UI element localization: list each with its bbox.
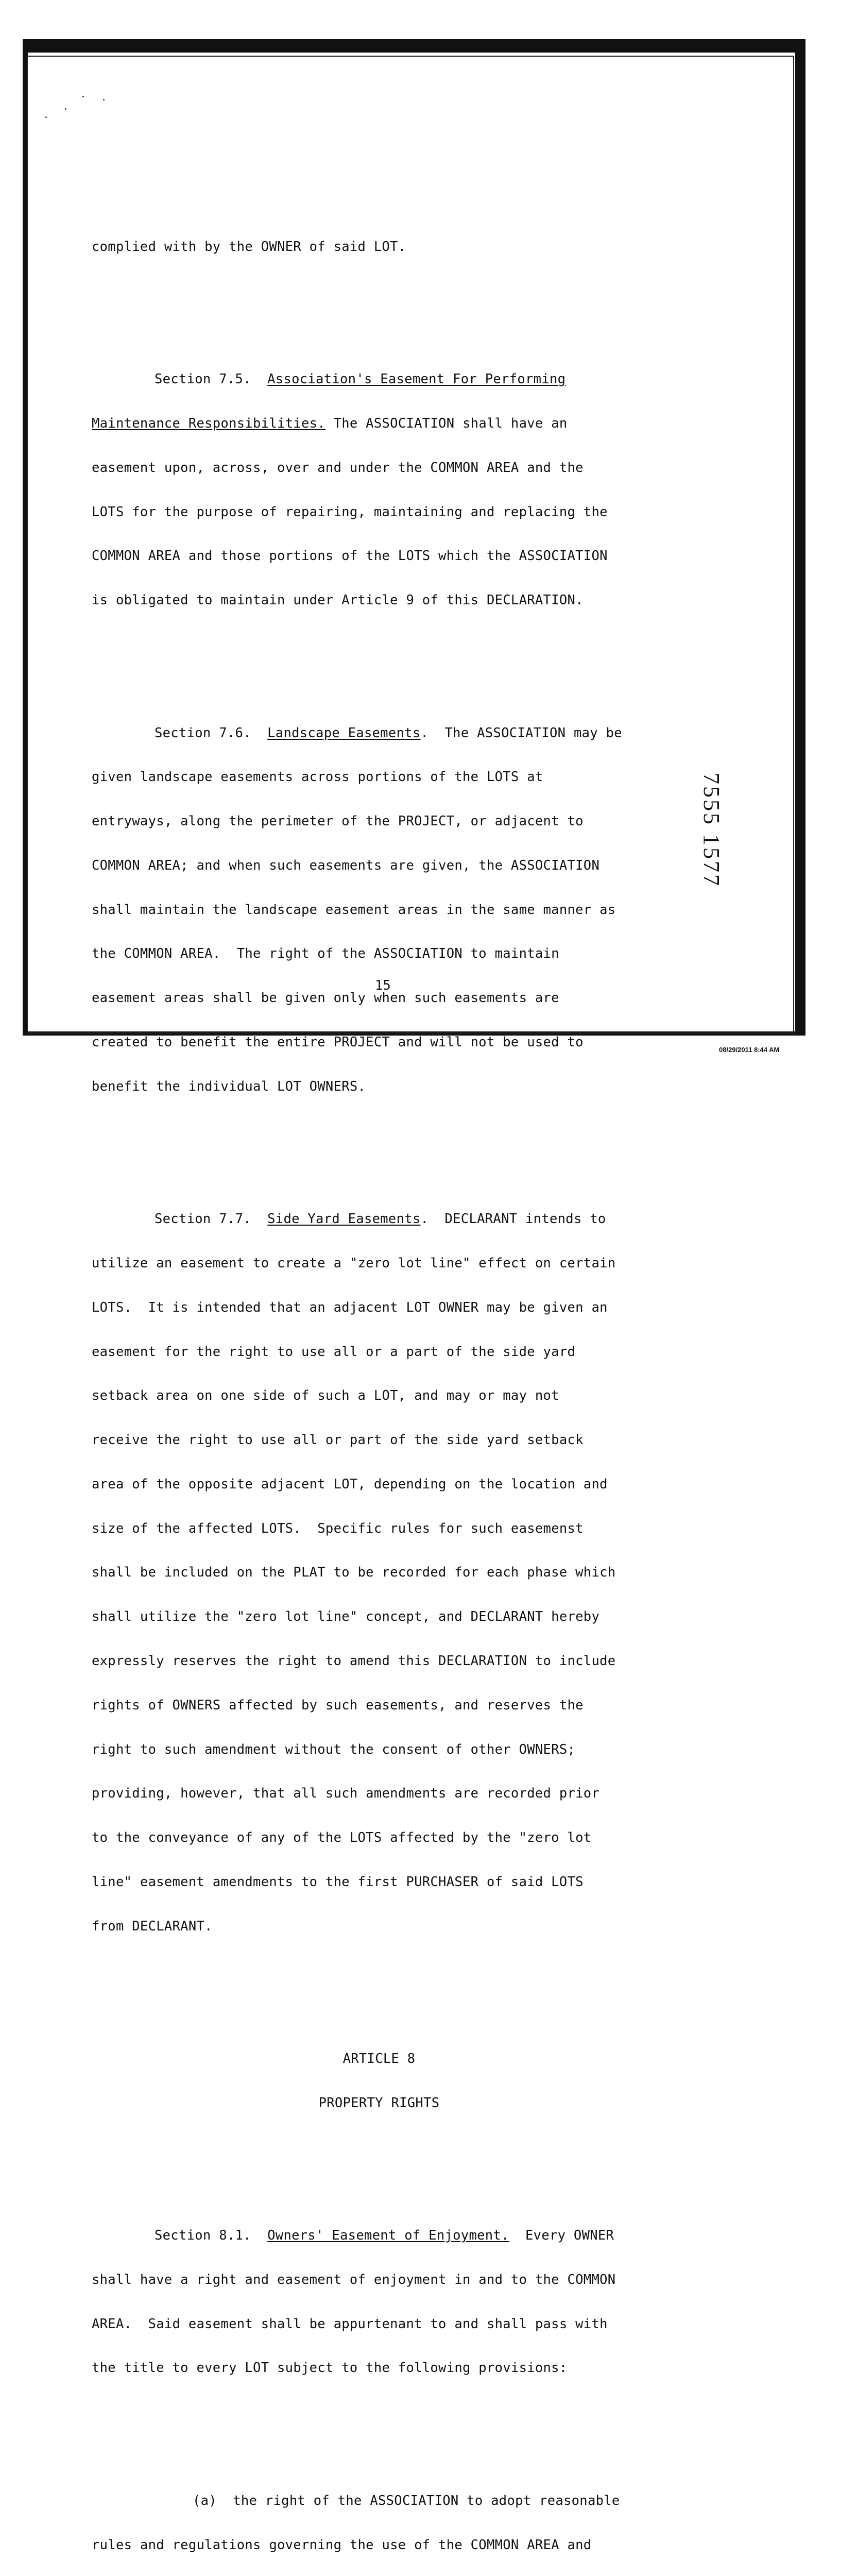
section-label: Section 8.1. bbox=[155, 2228, 251, 2244]
text-line: area of the opposite adjacent LOT, depending on the location and bbox=[92, 1476, 608, 1492]
paragraph-intro bbox=[92, 210, 679, 284]
scan-speck bbox=[103, 99, 105, 100]
section-heading-line bbox=[92, 372, 679, 387]
text-line: easement upon, across, over and under the COMMON AREA and the bbox=[92, 460, 584, 476]
text-line: rules and regulations governing the use of the COMMON AREA and bbox=[92, 2537, 592, 2553]
text-line: entryways, along the perimeter of the PROJECT, or adjacent to bbox=[92, 814, 584, 829]
section-label: Section 7.5. bbox=[155, 371, 251, 387]
text-line: line" easement amendments to the first PURCHASER of said LOTS bbox=[92, 1874, 584, 1890]
text-line: AREA. Said easement shall be appurtenant to and shall pass with bbox=[92, 2316, 608, 2332]
text-fragment: Every OWNER bbox=[509, 2228, 614, 2244]
text-line: right to such amendment without the consent of other OWNERS; bbox=[92, 1741, 576, 1757]
text-line: COMMON AREA; and when such easements are given, the ASSOCIATION bbox=[92, 857, 600, 873]
provision-a bbox=[92, 2464, 679, 2576]
text-line: size of the affected LOTS. Specific rules for such easemenst bbox=[92, 1520, 584, 1536]
section-heading-line bbox=[92, 2228, 679, 2243]
text-fragment: . DECLARANT intends to bbox=[420, 1211, 606, 1227]
text-fragment: The ASSOCIATION shall have an bbox=[325, 416, 568, 432]
text-line: shall maintain the landscape easement areas in the same manner as bbox=[92, 902, 616, 918]
text-line: providing, however, that all such amendments are recorded prior bbox=[92, 1786, 600, 1802]
text-line: to the conveyance of any of the LOTS affected by the "zero lot bbox=[92, 1830, 592, 1846]
section-label: Section 7.7. bbox=[155, 1211, 251, 1227]
text-line: easement areas shall be given only when such easements are bbox=[92, 990, 559, 1006]
scan-speck bbox=[45, 116, 47, 118]
text-line: (a) the right of the ASSOCIATION to adopt reasonable bbox=[193, 2493, 620, 2509]
section-heading-line bbox=[92, 416, 679, 431]
text-line: setback area on one side of such a LOT, and may or may not bbox=[92, 1388, 559, 1404]
text-line: from DECLARANT. bbox=[92, 1918, 213, 1934]
article-heading bbox=[92, 2022, 679, 2140]
recording-stamp: 7555 1577 bbox=[699, 773, 724, 888]
section-7-5 bbox=[92, 343, 679, 637]
scan-speck bbox=[82, 96, 84, 97]
text-line: expressly reserves the right to amend this DECLARATION to include bbox=[92, 1653, 616, 1669]
article-number: ARTICLE 8 bbox=[342, 2051, 416, 2066]
section-title: Association's Easement For Performing bbox=[267, 371, 566, 387]
text-line: rights of OWNERS affected by such easements, and reserves the bbox=[92, 1697, 584, 1713]
text-line: the COMMON AREA. The right of the ASSOCIATION to maintain bbox=[92, 946, 559, 962]
text-line: created to benefit the entire PROJECT and will not be used to bbox=[92, 1035, 584, 1050]
text-line: shall be included on the PLAT to be recorded for each phase which bbox=[92, 1565, 616, 1581]
text-line: utilize an easement to create a "zero lot line" effect on certain bbox=[92, 1255, 616, 1271]
document-page bbox=[92, 166, 679, 2576]
text-line: given landscape easements across portions of the LOTS at bbox=[92, 769, 543, 785]
text-line: complied with by the OWNER of said LOT. bbox=[92, 239, 406, 255]
text-line: benefit the individual LOT OWNERS. bbox=[92, 1078, 366, 1094]
text-line: LOTS for the purpose of repairing, maintaining and replacing the bbox=[92, 504, 608, 520]
text-fragment: . The ASSOCIATION may be bbox=[420, 725, 622, 741]
text-line: LOTS. It is intended that an adjacent LOT OWNER may be given an bbox=[92, 1299, 608, 1315]
text-line: shall have a right and easement of enjoyment in and to the COMMON bbox=[92, 2272, 616, 2287]
section-heading-line bbox=[92, 726, 679, 741]
text-line: COMMON AREA and those portions of the LOTS which the ASSOCIATION bbox=[92, 548, 608, 564]
scan-speck bbox=[65, 108, 66, 110]
section-title: Landscape Easements bbox=[267, 725, 421, 741]
section-title: Maintenance Responsibilities. bbox=[92, 416, 325, 432]
section-label: Section 7.6. bbox=[155, 725, 251, 741]
section-title: Side Yard Easements bbox=[267, 1211, 421, 1227]
article-title: PROPERTY RIGHTS bbox=[318, 2095, 440, 2111]
section-7-6 bbox=[92, 696, 679, 1123]
section-8-1 bbox=[92, 2199, 679, 2405]
text-line: shall utilize the "zero lot line" concept, and DECLARANT hereby bbox=[92, 1609, 600, 1625]
section-7-7 bbox=[92, 1182, 679, 1963]
text-line: the title to every LOT subject to the following provisions: bbox=[92, 2360, 568, 2376]
text-line: is obligated to maintain under Article 9 of this DECLARATION. bbox=[92, 592, 584, 608]
section-title: Owners' Easement of Enjoyment. bbox=[267, 2228, 509, 2244]
section-heading-line bbox=[92, 1212, 679, 1227]
text-line: easement for the right to use all or a part of the side yard bbox=[92, 1344, 576, 1360]
text-line: receive the right to use all or part of the side yard setback bbox=[92, 1432, 584, 1448]
print-timestamp: 08/29/2011 8:44 AM bbox=[719, 1046, 780, 1054]
page-number: 15 bbox=[375, 978, 391, 993]
